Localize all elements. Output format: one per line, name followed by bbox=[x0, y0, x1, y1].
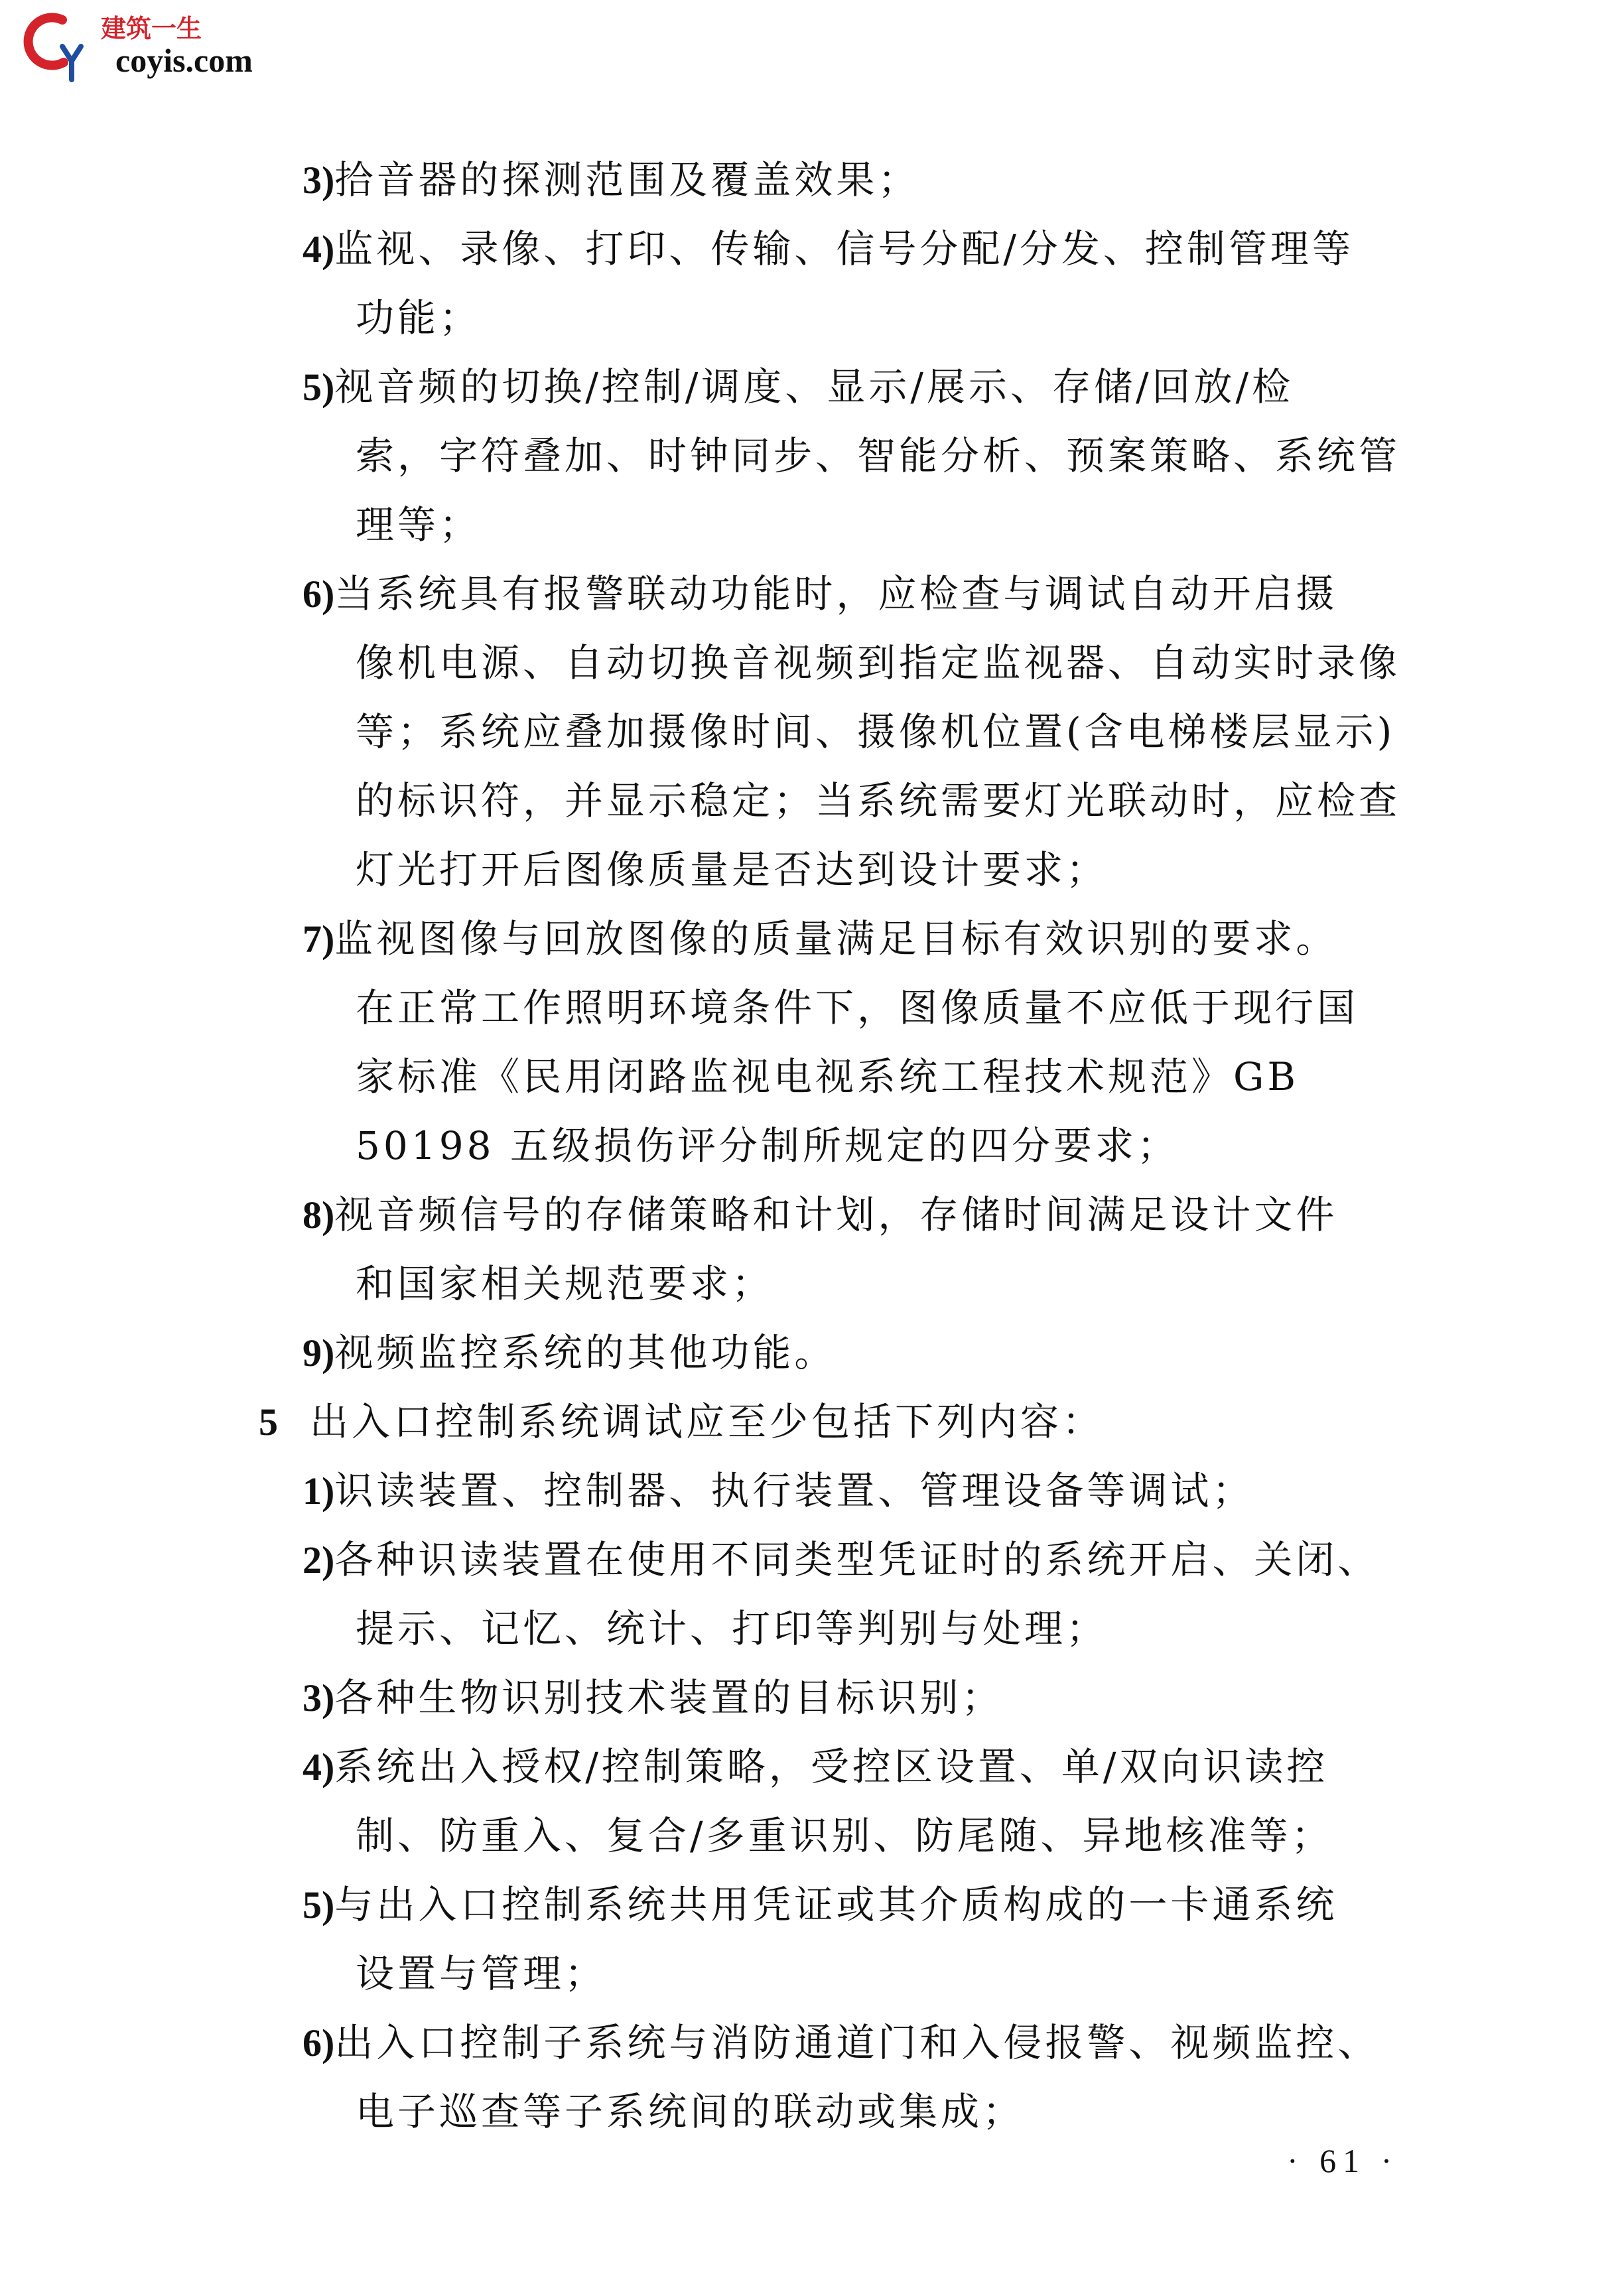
item-number: 3) bbox=[303, 1676, 335, 1720]
item-text: 系统出入授权/控制策略，受控区设置、单/双向识读控 bbox=[334, 1744, 1329, 1789]
item-number: 9) bbox=[303, 1331, 335, 1375]
continuation-line: 像机电源、自动切换音视频到指定监视器、自动实时录像 bbox=[356, 640, 1401, 685]
list-item bbox=[303, 1467, 1254, 1515]
continuation-line: 50198 五级损伤评分制所规定的四分要求； bbox=[356, 1123, 1179, 1168]
continuation-line: 家标准《民用闭路监视电视系统工程技术规范》GB bbox=[356, 1054, 1299, 1099]
watermark-logo bbox=[16, 0, 295, 93]
item-text: 视音频信号的存储策略和计划，存储时间满足设计文件 bbox=[334, 1192, 1338, 1237]
item-number: 1) bbox=[303, 1469, 335, 1513]
watermark-brand-cn: 建筑一生 bbox=[101, 14, 202, 43]
item-number: 4) bbox=[303, 1745, 335, 1789]
list-item bbox=[303, 364, 1294, 411]
continuation-line: 和国家相关规范要求； bbox=[356, 1261, 774, 1306]
item-text: 拾音器的探测范围及覆盖效果； bbox=[334, 157, 920, 202]
item-text: 视音频的切换/控制/调度、显示/展示、存储/回放/检 bbox=[334, 364, 1294, 409]
item-text: 与出入口控制系统共用凭证或其介质构成的一卡通系统 bbox=[334, 1882, 1338, 1927]
continuation-line: 设置与管理； bbox=[356, 1951, 607, 1996]
item-text: 各种识读装置在使用不同类型凭证时的系统开启、关闭、 bbox=[334, 1537, 1380, 1582]
page-number: · 61 · bbox=[1287, 2142, 1399, 2179]
continuation-line: 制、防重入、复合/多重识别、防尾随、异地核准等； bbox=[356, 1813, 1333, 1858]
item-number: 5) bbox=[303, 1883, 335, 1926]
section-heading bbox=[259, 1398, 1104, 1446]
list-item bbox=[303, 1674, 1003, 1722]
list-item bbox=[303, 1743, 1328, 1790]
list-item bbox=[303, 157, 919, 204]
continuation-line: 的标识符，并显示稳定；当系统需要灯光联动时，应检查 bbox=[356, 778, 1401, 823]
item-number: 7) bbox=[303, 917, 335, 961]
list-item bbox=[303, 1536, 1379, 1584]
item-text: 当系统具有报警联动功能时，应检查与调试自动开启摄 bbox=[334, 571, 1338, 616]
item-text: 各种生物识别技术装置的目标识别； bbox=[334, 1675, 1004, 1720]
item-number: 5) bbox=[303, 366, 335, 409]
item-number: 2) bbox=[303, 1538, 335, 1582]
continuation-line: 索，字符叠加、时钟同步、智能分析、预案策略、系统管 bbox=[356, 433, 1401, 478]
continuation-line: 理等； bbox=[356, 502, 482, 547]
cy-logo-icon bbox=[16, 5, 96, 85]
continuation-line: 在正常工作照明环境条件下，图像质量不应低于现行国 bbox=[356, 985, 1359, 1030]
continuation-line: 电子巡查等子系统间的联动或集成； bbox=[356, 2089, 1025, 2134]
item-number: 3) bbox=[303, 159, 335, 202]
continuation-line: 等；系统应叠加摄像时间、摄像机位置(含电梯楼层显示) bbox=[356, 709, 1396, 754]
item-text: 监视图像与回放图像的质量满足目标有效识别的要求。 bbox=[334, 916, 1338, 961]
item-text: 出入口控制子系统与消防通道门和入侵报警、视频监控、 bbox=[334, 2020, 1380, 2065]
item-number: 8) bbox=[303, 1193, 335, 1237]
continuation-line: 提示、记忆、统计、打印等判别与处理； bbox=[356, 1606, 1109, 1651]
section-text: 出入口控制系统调试应至少包括下列内容： bbox=[310, 1399, 1105, 1444]
list-item bbox=[303, 2019, 1379, 2066]
item-text: 识读装置、控制器、执行装置、管理设备等调试； bbox=[334, 1468, 1254, 1513]
section-number: 5 bbox=[259, 1400, 278, 1444]
list-item bbox=[303, 915, 1337, 963]
watermark-domain: coyis.com bbox=[115, 42, 253, 79]
item-text: 视频监控系统的其他功能。 bbox=[334, 1330, 837, 1375]
list-item bbox=[303, 226, 1354, 273]
list-item bbox=[303, 1881, 1337, 1928]
item-number: 4) bbox=[303, 228, 335, 271]
item-text: 监视、录像、打印、传输、信号分配/分发、控制管理等 bbox=[334, 226, 1354, 271]
list-item bbox=[303, 1329, 836, 1377]
list-item bbox=[303, 1191, 1337, 1239]
item-number: 6) bbox=[303, 573, 335, 616]
item-number: 6) bbox=[303, 2021, 335, 2064]
continuation-line: 功能； bbox=[356, 295, 482, 340]
continuation-line: 灯光打开后图像质量是否达到设计要求； bbox=[356, 847, 1109, 892]
list-item bbox=[303, 571, 1337, 618]
